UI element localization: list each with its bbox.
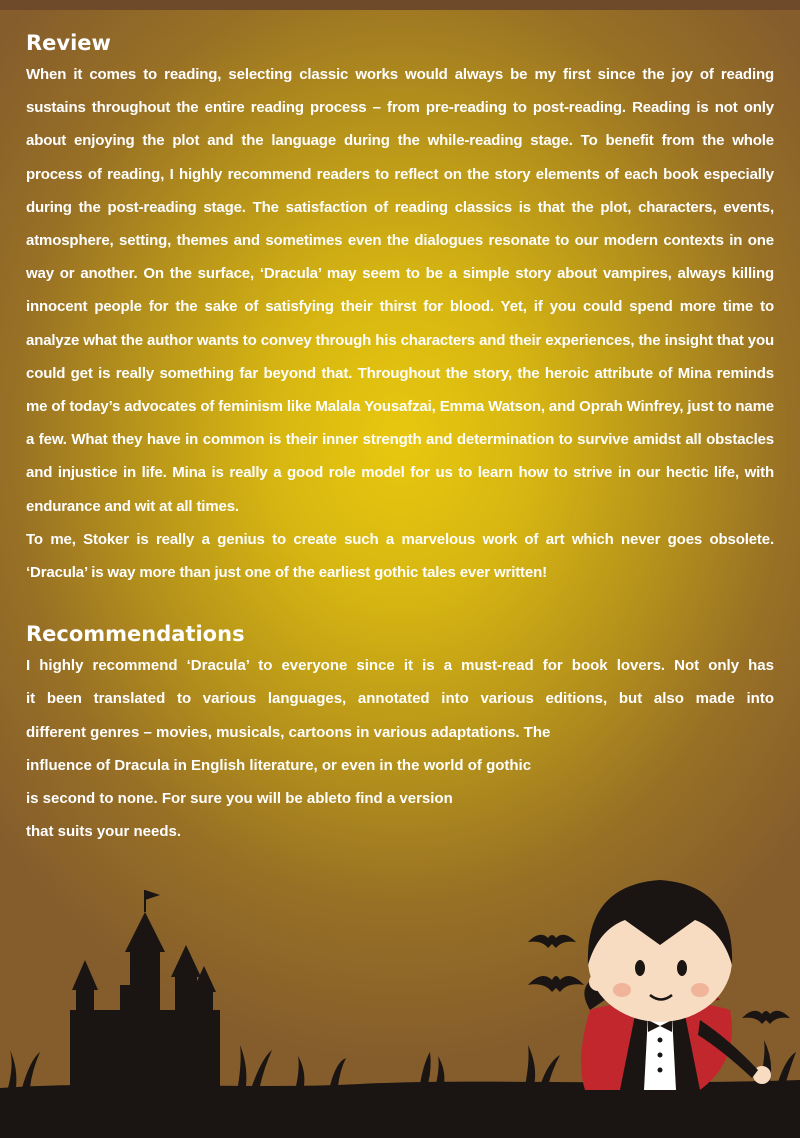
bat-icon — [742, 1011, 790, 1024]
recommendation-line: influence of Dracula in English literature, or even in the world of gothic — [26, 756, 532, 774]
recommendation-line: is second to none. For sure you will be ableto find a version — [26, 790, 453, 808]
article-content — [26, 28, 774, 848]
top-border — [0, 0, 800, 10]
recommendation-line: different genres – movies, musicals, cartoons in various adaptations. The — [26, 723, 551, 741]
review-paragraph-2: To me, Stoker is really a genius to create such a marvelous work of art which never goes obsolete. ‘Dracula’ is way more than just one of the earliest gothic tales ever written! — [26, 530, 774, 582]
recommendation-line: I highly recommend ‘Dracula’ to everyone since it is a must-read for book lovers. Not only has — [26, 657, 774, 675]
vampire-character — [581, 880, 771, 1090]
bat-icon — [528, 976, 584, 992]
recommendations-text — [26, 649, 774, 848]
grass-silhouette — [8, 1040, 796, 1088]
recommendation-line: it been translated to various languages, annotated into various editions, but also made into — [26, 690, 774, 708]
review-paragraph-1: When it comes to reading, selecting classic works would always be my first since the joy of reading sustains throughout the entire reading process – from pre-reading to post-reading. Reading is not only about enjoying the plot and the language during the while-reading stage. To benefit from the whole process of reading, I highly recommend readers to reflect on the story elements of each book especially during the post-reading stage. The satisfaction of reading classics is that the plot, characters, events, atmosphere, setting, themes and sometimes even the dialogues resonate to our modern contexts in one way or another. On the surface, ‘Dracula’ may seem to be a simple story about vampires, always killing innocent people for the sake of satisfying their thirst for blood. Yet, if you could spend more time to analyze what the author wants to convey through his characters and their experiences, the insight that you could get is really something far beyond that. Throughout the story, the heroic attribute of Mina reminds me of today’s advocates of feminism like Malala Yousafzai, Emma Watson, and Oprah Winfrey, just to name a few. What they have in common is their inner strength and determination to survive amidst all obstacles and injustice in life. Mina is really a good role model for us to learn how to strive in our hectic life, with endurance and wit at all times. — [26, 66, 774, 515]
recommendations-heading: Recommendations — [26, 622, 245, 647]
ground-silhouette — [0, 1080, 800, 1138]
bat-icon — [528, 935, 576, 948]
castle-silhouette — [70, 890, 220, 1090]
review-heading: Review — [26, 31, 111, 55]
recommendation-line: that suits your needs. — [26, 823, 182, 841]
